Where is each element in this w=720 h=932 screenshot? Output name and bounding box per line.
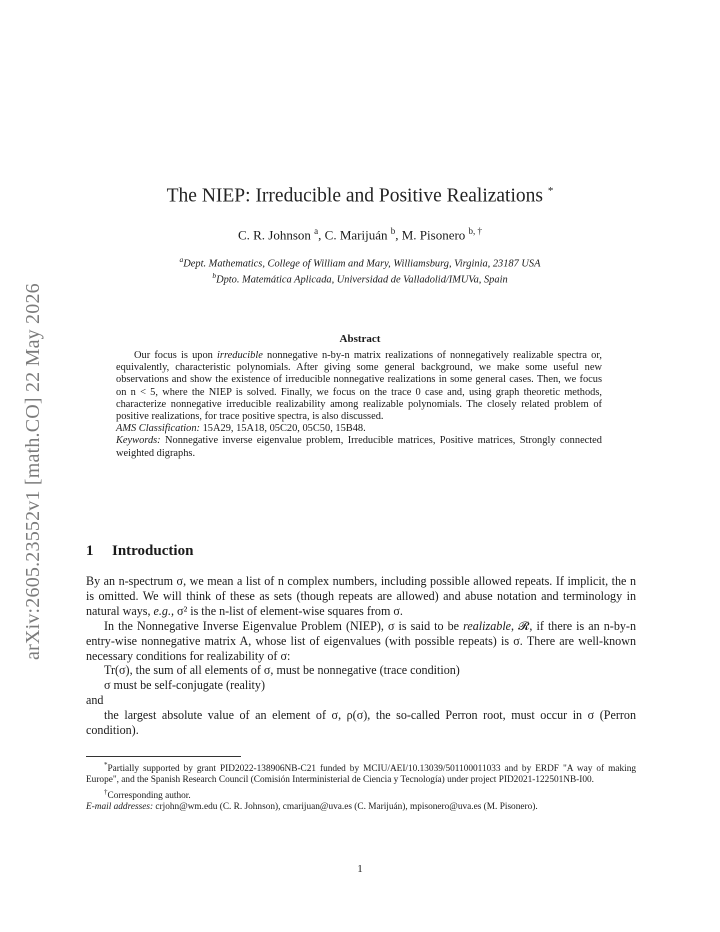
affiliation-b: [0, 271, 720, 285]
perron-condition: the largest absolute value of an element of σ, ρ(σ), the so-called Perron root, must occur in σ (Perron condition).: [86, 708, 636, 738]
footnote-text: Corresponding author.: [107, 790, 191, 801]
author-name: C. R. Johnson: [237, 227, 311, 243]
section-title: Introduction: [112, 543, 194, 559]
footnote-divider: [86, 756, 241, 757]
ams-label: AMS Classification:: [116, 423, 200, 435]
trace-condition: Tr(σ), the sum of all elements of σ, must be nonnegative (trace condition): [104, 663, 460, 678]
abstract-text: Our focus is upon: [134, 350, 213, 361]
body-text: σ² is the n-list of element-wise squares from σ.: [177, 603, 403, 618]
page-number: 1: [357, 863, 363, 875]
title-footnote-mark: *: [547, 185, 554, 197]
author-mark: b: [390, 226, 396, 236]
footnote-mark: *: [104, 761, 108, 769]
body-text: , 𝓡, if there is an n-by-n entry-wise nonnegative matrix A, whose list of eigenvalues (with possible repeats) is σ. There are well-known necessary conditions for realizability of σ:: [86, 618, 636, 663]
corresponding-footnote: [86, 787, 636, 802]
affiliation-text: Dept. Mathematics, College of William and Mary, Williamsburg, Virginia, 23187 USA: [183, 258, 541, 270]
email-list: crjohn@wm.edu (C. R. Johnson), cmarijuan@uva.es (C. Marijuán), mpisonero@uva.es (M. Pisonero).: [155, 801, 538, 812]
author-name: C. Marijuán: [324, 227, 388, 243]
abstract-body: [116, 350, 602, 460]
author-list: C. R. Johnson $^a$, C. Marijuán $^b$, M. Pisonero $^{b, \dagger}$: [237, 226, 483, 243]
keywords: [116, 435, 602, 459]
section-number: 1: [86, 543, 94, 559]
ams-codes: 15A29, 15A18, 05C20, 05C50, 15B48.: [202, 423, 366, 435]
funding-footnote: [86, 760, 636, 787]
body-emphasis: e.g.,: [153, 603, 175, 618]
paper-title: [0, 185, 720, 208]
affiliation-a: [0, 255, 720, 269]
email-label: E-mail addresses:: [86, 801, 154, 812]
author-name: M. Pisonero: [401, 227, 466, 243]
conjunction: and: [86, 693, 104, 708]
footnote-mark: †: [104, 787, 108, 796]
ams-classification: [116, 423, 602, 435]
email-footnote: [86, 802, 636, 813]
affiliation-mark: a: [179, 255, 184, 264]
affiliation-mark: b: [212, 271, 217, 280]
author-mark: b, †: [468, 226, 483, 236]
arxiv-identifier: arXiv:2605.23552v1 [math.CO] 22 May 2026: [22, 283, 44, 660]
title-text: The NIEP: Irreducible and Positive Realizations: [166, 185, 543, 207]
body-emphasis: realizable: [463, 618, 512, 633]
author-mark: a: [314, 226, 319, 236]
footnotes: [86, 760, 636, 813]
body-text: In the Nonnegative Inverse Eigenvalue Problem (NIEP), σ is said to be: [104, 618, 460, 633]
body-text: By an n-spectrum σ, we mean a list of n complex numbers, including possible allowed repeats. If implicit, the n is omitted. We will think of these as sets (though repeats are allowed) and abuse notation and terminology in natural ways,: [86, 574, 636, 618]
footnote-text: Partially supported by grant PID2022-138906NB-C21 funded by MCIU/AEI/10.13039/501100011033 and by ERDF "A way of making Europe", and the Spanish Research Council (Comisión Interministerial de Ciencia y Tecnología) under project PID2021-122501NB-I00.: [86, 764, 636, 786]
keywords-label: Keywords:: [116, 435, 161, 447]
section-body: [86, 574, 636, 738]
keywords-text: Nonnegative inverse eigenvalue problem, Irreducible matrices, Positive matrices, Strongly connected weighted digraphs.: [116, 435, 602, 459]
body-paragraph: [86, 619, 636, 664]
body-paragraph: [86, 574, 636, 619]
section-heading: [86, 543, 193, 560]
abstract-heading: Abstract: [339, 333, 381, 345]
abstract-emphasis: irreducible: [217, 350, 263, 361]
reality-condition: σ must be self-conjugate (reality): [104, 678, 265, 693]
affiliation-text: Dpto. Matemática Aplicada, Universidad de Valladolid/IMUVa, Spain: [216, 274, 508, 286]
abstract-text: nonnegative n-by-n matrix realizations of nonnegatively realizable spectra or, equivalently, characteristic polynomials. After giving some general background, we make some useful new observations and show the existence of irreducible nonnegative realizations in some general cases. Then, we focus on n < 5, where the NIEP is solved. Finally, we focus on the trace 0 case and, using graph theoretic methods, characterize nonnegative irreducible realizability among realizable polynomials. The closely related problem of positive realizations, for trace positive spectra, is also discussed.: [116, 350, 602, 423]
abstract-paragraph: [116, 350, 602, 423]
